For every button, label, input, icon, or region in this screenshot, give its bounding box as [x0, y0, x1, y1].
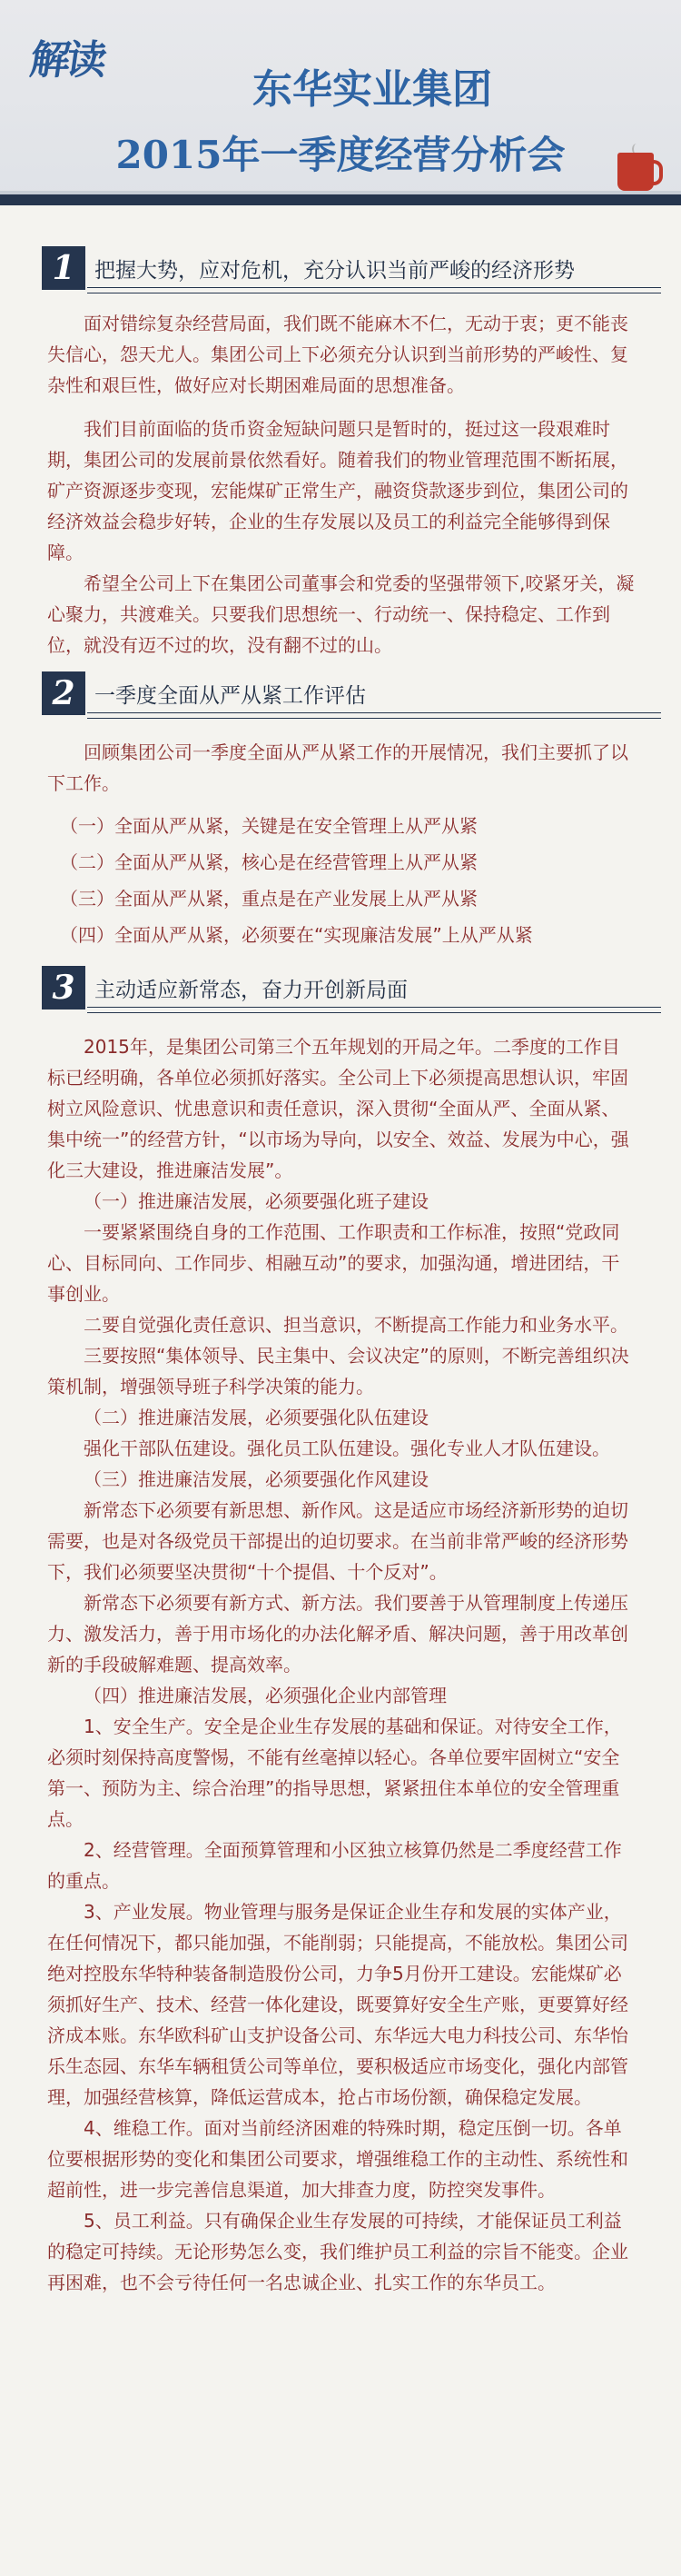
- section-2: [0, 671, 681, 953]
- list-item: （三）全面从严从紧，重点是在产业发展上从严从紧: [60, 888, 478, 910]
- paragraph: 2015年，是集团公司第三个五年规划的开局之年。二季度的工作目标已经明确，各单位必须抓好落实。全公司上下必须提高思想认识，牢固树立风险意识、忧患意识和责任意识，深入贯彻“全面从严、全面从紧、集中统一”的经营方针，“以市场为导向，以安全、效益、发展为中心，强化三大建设，推进廉洁发展”。: [47, 1036, 629, 1181]
- section-3-heading: [42, 966, 661, 1013]
- section-number-badge: 1: [42, 246, 85, 290]
- jiedu-logo: 解读: [26, 37, 106, 84]
- section-rule: [87, 287, 661, 293]
- paragraph: 面对错综复杂经营局面，我们既不能麻木不仁，无动于衷；更不能丧失信心，怨天尤人。集团公司上下必须充分认识到当前形势的严峻性、复杂性和艰巨性，做好应对长期困难局面的思想准备。: [47, 313, 628, 396]
- paragraph: 二要自觉强化责任意识、担当意识，不断提高工作能力和业务水平。: [84, 1314, 628, 1336]
- section-1-heading: [42, 246, 661, 293]
- subheading: （三）推进廉洁发展，必须要强化作风建设: [84, 1468, 429, 1490]
- section-2-heading: [42, 671, 661, 719]
- section-1-body: [47, 308, 637, 661]
- paragraph: 三要按照“集体领导、民主集中、会议决定”的原则，不断完善组织决策机制，增强领导班子科学决策的能力。: [47, 1345, 629, 1397]
- paragraph: 新常态下必须要有新方式、新方法。我们要善于从管理制度上传递压力、激发活力，善于用市场化的办法化解矛盾、解决问题，善于用改革创新的手段破解难题、提高效率。: [47, 1592, 628, 1676]
- paragraph: 4、维稳工作。面对当前经济困难的特殊时期，稳定压倒一切。各单位要根据形势的变化和集团公司要求，增强维稳工作的主动性、系统性和超前性，进一步完善信息渠道，加大排查力度，防控突发事件。: [47, 2117, 628, 2201]
- list-item: （一）全面从严从紧，关键是在安全管理上从严从紧: [60, 815, 478, 837]
- section-3-body: [47, 1031, 637, 2298]
- section-title: 把握大势，应对危机，充分认识当前严峻的经济形势: [94, 259, 575, 283]
- paragraph: 希望全公司上下在集团公司董事会和党委的坚强带领下,咬紧牙关，凝心聚力，共渡难关。只要我们思想统一、行动统一、保持稳定、工作到位，就没有迈不过的坎，没有翻不过的山。: [47, 572, 635, 656]
- subheading: （四）推进廉洁发展，必须强化企业内部管理: [84, 1685, 447, 1706]
- section-1: [0, 246, 681, 661]
- header-divider-dark: [0, 194, 681, 205]
- paragraph: 3、产业发展。物业管理与服务是保证企业生存和发展的实体产业，在任何情况下，都只能加强，不能削弱；只能提高，不能放松。集团公司绝对控股东华特种装备制造股份公司，力争5月份开工建设。宏能煤矿必须抓好生产、技术、经营一体化建设，既要算好安全生产账，更要算好经济成本账。东华欧科矿山支护设备公司、东华远大电力科技公司、东华怡乐生态园、东华车辆租赁公司等单位，要积极适应市场变化，强化内部管理，加强经营核算，降低运营成本，抢占市场份额，确保稳定发展。: [47, 1901, 628, 2108]
- section-number-badge: 3: [42, 966, 85, 1010]
- section-number-badge: 2: [42, 671, 85, 715]
- paragraph: 一要紧紧围绕自身的工作范围、工作职责和工作标准，按照“党政同心、目标同向、工作同步、相融互动”的要求，加强沟通，增进团结，干事创业。: [47, 1221, 620, 1305]
- section-rule: [87, 712, 661, 719]
- section-2-body: [47, 737, 637, 953]
- header-banner: [0, 0, 681, 205]
- paragraph: 强化干部队伍建设。强化员工队伍建设。强化专业人才队伍建设。: [84, 1437, 610, 1459]
- subheading: （一）推进廉洁发展，必须要强化班子建设: [84, 1190, 429, 1212]
- paragraph: 2、经营管理。全面预算管理和小区独立核算仍然是二季度经营工作的重点。: [47, 1839, 622, 1892]
- section-title: 主动适应新常态，奋力开创新局面: [94, 979, 408, 1002]
- section-rule: [87, 1007, 661, 1013]
- list-item: （二）全面从严从紧，核心是在经营管理上从严从紧: [60, 851, 478, 873]
- paragraph: 5、员工利益。只有确保企业生存发展的可持续，才能保证员工利益的稳定可持续。无论形势怎么变，我们维护员工利益的宗旨不能变。企业再困难，也不会亏待任何一名忠诚企业、扎实工作的东华员工。: [47, 2210, 628, 2293]
- paragraph: 新常态下必须要有新思想、新作风。这是适应市场经济新形势的迫切需要，也是对各级党员干部提出的迫切要求。在当前非常严峻的经济形势下，我们必须要坚决贯彻“十个提倡、十个反对”。: [47, 1499, 628, 1583]
- page-title-meeting: 2015年一季度经营分析会: [115, 133, 566, 177]
- subheading: （二）推进廉洁发展，必须要强化队伍建设: [84, 1407, 429, 1428]
- section-3: [0, 966, 681, 2298]
- section-title: 一季度全面从严从紧工作评估: [94, 684, 366, 708]
- list-item: （四）全面从严从紧，必须要在“实现廉洁发展”上从严从紧: [60, 924, 533, 946]
- paragraph: 我们目前面临的货币资金短缺问题只是暂时的，挺过这一段艰难时期，集团公司的发展前景依然看好。随着我们的物业管理范围不断拓展，矿产资源逐步变现，宏能煤矿正常生产，融资贷款逐步到位，集团公司的经济效益会稳步好转，企业的生存发展以及员工的利益完全能够得到保障。: [47, 418, 628, 563]
- paragraph: 回顾集团公司一季度全面从严从紧工作的开展情况，我们主要抓了以下工作。: [47, 741, 628, 794]
- coffee-mug-icon: [614, 144, 663, 191]
- paragraph: 1、安全生产。安全是企业生存发展的基础和保证。对待安全工作，必须时刻保持高度警惕，不能有丝毫掉以轻心。各单位要牢固树立“安全第一、预防为主、综合治理”的指导思想，紧紧扭住本单位的安全管理重点。: [47, 1716, 622, 1830]
- page-title-company: 东华实业集团: [252, 66, 492, 113]
